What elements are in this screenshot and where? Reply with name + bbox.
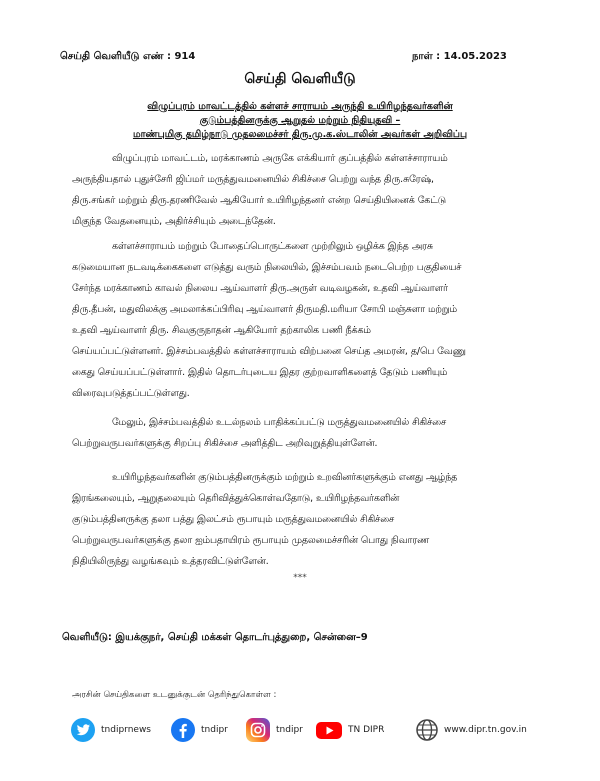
- instagram-icon: [245, 717, 271, 743]
- subject-line: மாண்புமிகு தமிழ்நாடு முதலமைச்சர் திரு.மு.க.ஸ்டாலின் அவர்கள் அறிவிப்பு: [132, 129, 468, 140]
- paragraph-line: மிகுந்த வேதனையும், அதிர்ச்சியும் அடைந்தேன்.: [72, 216, 276, 227]
- release-number: செய்தி வெளியீடு எண் : 914: [60, 51, 196, 62]
- paragraph-1: [72, 148, 530, 232]
- subject-block: [80, 100, 520, 142]
- paragraph-line: நிதியிலிருந்து வழங்கவும் உத்தரவிட்டுள்ளேன்.: [72, 556, 269, 567]
- social-label: www.dipr.tn.gov.in: [444, 725, 527, 735]
- facebook-icon: [170, 717, 196, 743]
- paragraph-line: கள்ளச்சாராயம் மற்றும் போதைப்பொருட்களை முற்றிலும் ஒழிக்க இந்த அரசு: [112, 241, 433, 252]
- social-label: tndipr: [201, 725, 228, 735]
- paragraph-line: திரு.சங்கர் மற்றும் திரு.தரணிவேல் ஆகியோர் உயிரிழந்தனர் என்ற செய்தியினைக் கேட்டு: [72, 195, 446, 206]
- paragraph-line: மேலும், இச்சம்பவத்தில் உடல்நலம் பாதிக்கப்பட்டு மருத்துவமனையில் சிகிச்சை: [112, 417, 447, 428]
- paragraph-line: உதவி ஆய்வாளர் திரு. சிவகுருநாதன் ஆகியோர் தற்காலிக பணி நீக்கம்: [72, 325, 371, 336]
- social-label: TN DIPR: [348, 725, 385, 735]
- paragraph-line: கைது செய்யப்பட்டுள்ளார். இதில் தொடர்புடைய இதர குற்றவாளிகளைத் தேடும் பணியும்: [72, 367, 448, 378]
- instagram-link[interactable]: [245, 716, 303, 744]
- paragraph-line: திரு.தீபன், மதுவிலக்கு அமலாக்கப்பிரிவு ஆய்வாளர் திருமதி.மரியா சோபி மஞ்சுளா மற்றும்: [72, 304, 458, 315]
- subject-line: விழுப்புரம் மாவட்டத்தில் கள்ளச் சாராயம் அருந்தி உயிரிழந்தவர்களின்: [147, 101, 453, 112]
- paragraph-3: [72, 412, 530, 454]
- paragraph-line: விரைவுபடுத்தப்பட்டுள்ளது.: [72, 388, 190, 399]
- facebook-link[interactable]: [170, 716, 228, 744]
- paragraph-line: செய்யப்பட்டுள்ளனர். இச்சம்பவத்தில் கள்ளச்சாராயம் விற்பனை செய்த அமரன், த/பெ வேணு: [72, 346, 466, 357]
- paragraph-line: பெற்றுவருபவர்களுக்கு சிறப்பு சிகிச்சை அளித்திட அறிவுறுத்தியுள்ளேன்.: [72, 438, 378, 449]
- paragraph-line: குடும்பத்தினருக்கு தலா பத்து இலட்சம் ரூபாயும் மருத்துவமனையில் சிகிச்சை: [72, 514, 395, 525]
- youtube-icon: [315, 717, 343, 743]
- paragraph-2: [72, 236, 530, 404]
- twitter-icon: [70, 717, 96, 743]
- issued-by: வெளியீடு: இயக்குநர், செய்தி மக்கள் தொடர்புத்துறை, சென்னை–9: [62, 632, 368, 643]
- paragraph-line: பெற்றுவருபவர்களுக்கு தலா ஐம்பதாயிரம் ரூபாயும் முதலமைச்சரின் பொது நிவாரண: [72, 535, 429, 546]
- paragraph-line: சேர்ந்த மரக்காணம் காவல் நிலைய ஆய்வாளர் திரு.அருள் வடிவழகன், உதவி ஆய்வாளர்: [72, 283, 448, 294]
- paragraph-line: இரங்கலையும், ஆறுதலையும் தெரிவித்துக்கொள்வதோடு, உயிரிழந்தவர்களின்: [72, 493, 400, 504]
- social-label: tndipr: [276, 725, 303, 735]
- separator-stars: ***: [293, 573, 307, 583]
- social-links: [70, 716, 560, 746]
- paragraph-line: கடுமையான நடவடிக்கைகளை எடுத்து வரும் நிலையில், இச்சம்பவம் நடைபெற்ற பகுதியைச்: [72, 262, 462, 273]
- website-link[interactable]: [415, 716, 527, 744]
- youtube-link[interactable]: [315, 716, 384, 744]
- subject-line: குடும்பத்தினருக்கு ஆறுதல் மற்றும் நிதியுதவி –: [199, 115, 401, 126]
- follow-text: அரசின் செய்திகளை உடனுக்குடன் தெரிந்துகொள்ள :: [72, 690, 277, 700]
- release-date: நாள் : 14.05.2023: [412, 51, 507, 62]
- paragraph-line: விழுப்புரம் மாவட்டம், மரக்காணம் அருகே எக்கியார் குப்பத்தில் கள்ளச்சாராயம்: [112, 153, 448, 164]
- paragraph-line: உயிரிழந்தவர்களின் குடும்பத்தினருக்கும் மற்றும் உறவினர்களுக்கும் எனது ஆழ்ந்த: [112, 472, 458, 483]
- paragraph-line: அருந்தியதால் புதுச்சேரி ஜிப்மர் மருத்துவமனையில் சிகிச்சை பெற்று வந்த திரு.சுரேஷ்,: [72, 174, 434, 185]
- twitter-link[interactable]: [70, 716, 151, 744]
- paragraph-4: [72, 467, 530, 572]
- social-label: tndiprnews: [101, 725, 151, 735]
- globe-icon: [415, 718, 439, 742]
- document-heading: செய்தி வெளியீடு: [244, 71, 356, 87]
